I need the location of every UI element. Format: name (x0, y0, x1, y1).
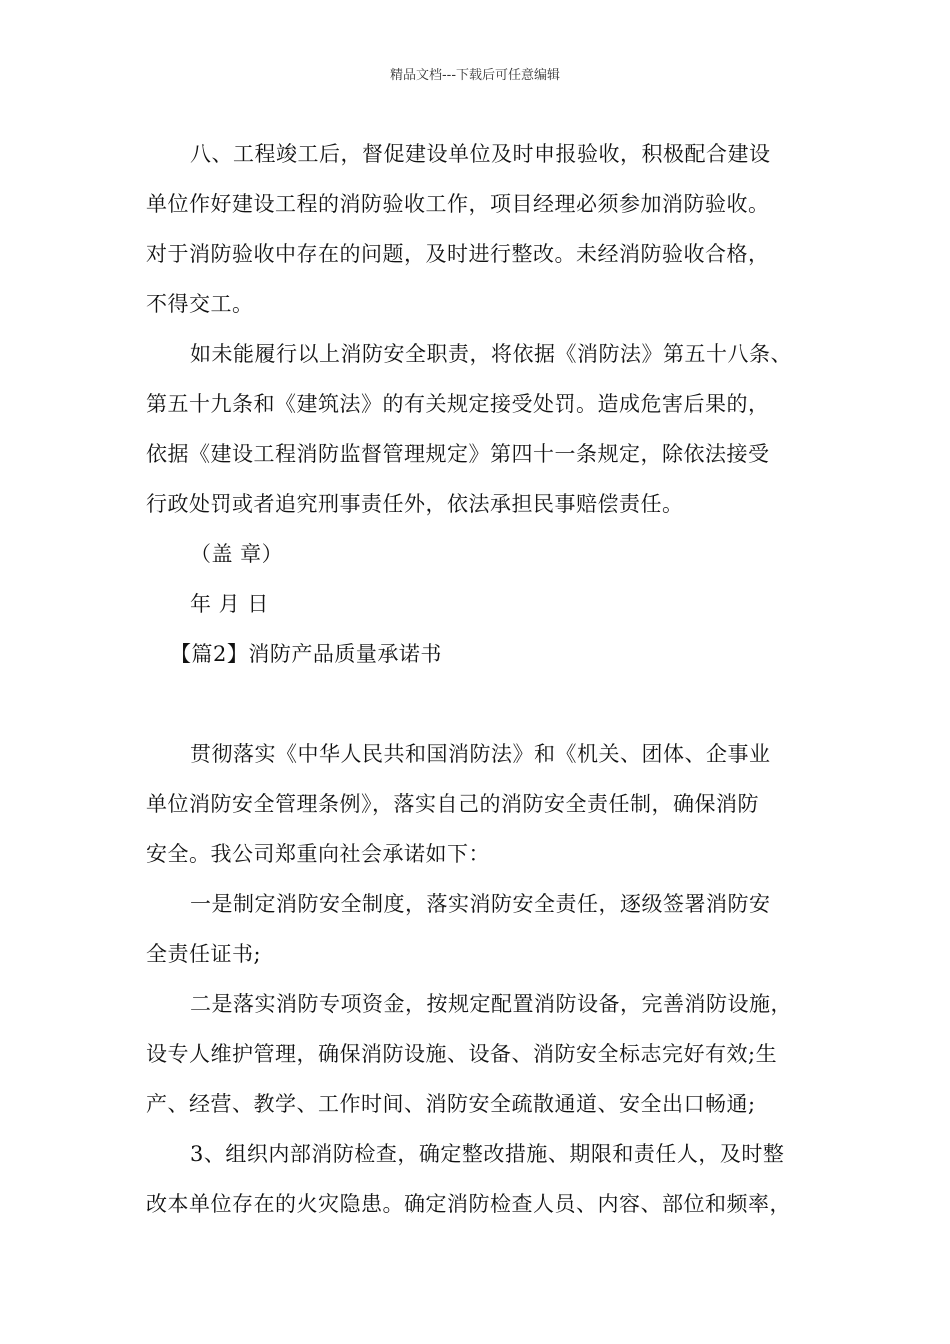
section-heading: 【篇2】消防产品质量承诺书 (170, 642, 442, 666)
paragraph-line: 产、经营、教学、工作时间、消防安全疏散通道、安全出口畅通; (146, 1092, 756, 1116)
date-line: 年 月 日 (190, 592, 269, 616)
paragraph-line: 不得交工。 (146, 292, 254, 316)
paragraph-line: 行政处罚或者追究刑事责任外，依法承担民事赔偿责任。 (146, 492, 684, 516)
paragraph-line: 如未能履行以上消防安全职责，将依据《消防法》第五十八条、 (190, 342, 792, 366)
paragraph-line: 八、工程竣工后，督促建设单位及时申报验收，积极配合建设 (190, 142, 771, 166)
paragraph-line: 全责任证书; (146, 942, 262, 966)
paragraph-line: 3、组织内部消防检查，确定整改措施、期限和责任人，及时整 (190, 1142, 785, 1166)
paragraph-line: 二是落实消防专项资金，按规定配置消防设备，完善消防设施， (190, 992, 792, 1016)
paragraph-line: 设专人维护管理，确保消防设施、设备、消防安全标志完好有效;生 (146, 1042, 778, 1066)
paragraph-line: 单位消防安全管理条例》，落实自己的消防安全责任制，确保消防 (146, 792, 759, 816)
paragraph-line: 贯彻落实《中华人民共和国消防法》和《机关、团体、企事业 (190, 742, 771, 766)
paragraph-line: 对于消防验收中存在的问题，及时进行整改。未经消防验收合格， (146, 242, 770, 266)
page-header: 精品文档---下载后可任意编辑 (389, 68, 561, 83)
paragraph-line: 一是制定消防安全制度，落实消防安全责任，逐级签署消防安 (190, 892, 771, 916)
paragraph-line: 第五十九条和《建筑法》的有关规定接受处罚。造成危害后果的， (146, 392, 770, 416)
paragraph-line: 单位作好建设工程的消防验收工作，项目经理必须参加消防验收。 (146, 192, 770, 216)
seal-line: （盖 章） (190, 542, 284, 566)
paragraph-line: 安全。我公司郑重向社会承诺如下： (146, 842, 490, 866)
paragraph-line: 依据《建设工程消防监督管理规定》第四十一条规定，除依法接受 (146, 442, 770, 466)
paragraph-line: 改本单位存在的火灾隐患。确定消防检查人员、内容、部位和频率， (146, 1192, 791, 1216)
